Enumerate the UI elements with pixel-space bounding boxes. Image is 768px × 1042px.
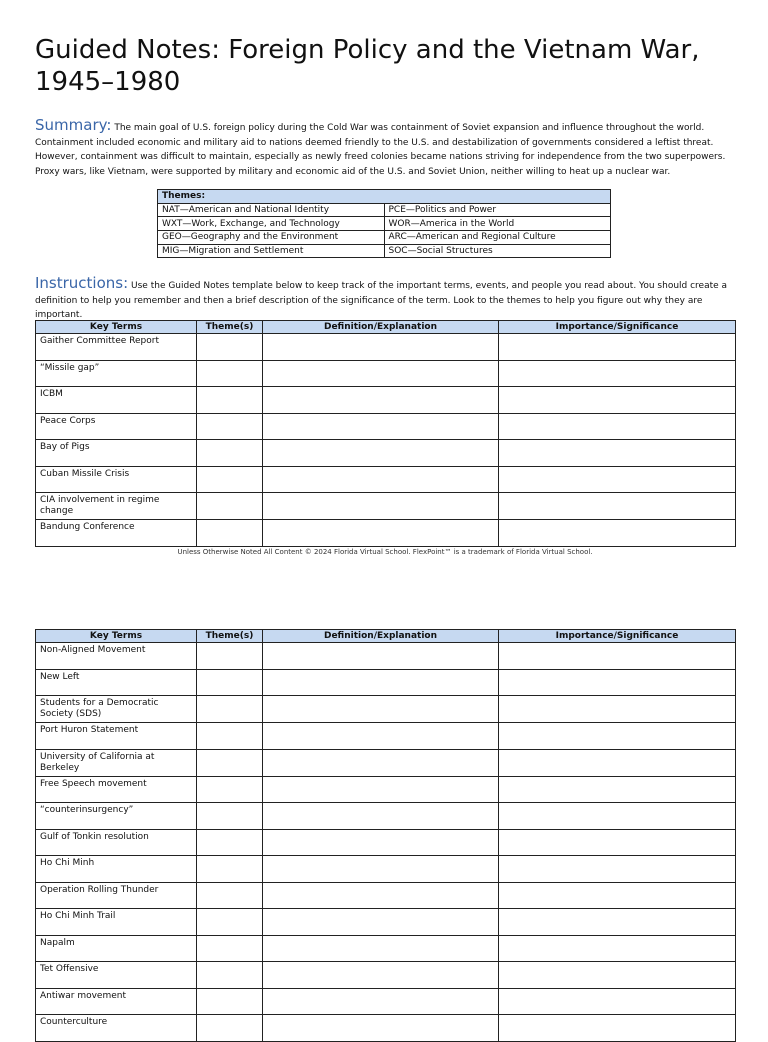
key-term-cell: Napalm [36,935,197,962]
theme-input-cell[interactable] [197,856,263,883]
importance-input-cell[interactable] [499,856,736,883]
importance-input-cell[interactable] [499,466,736,493]
table-row [36,749,736,776]
key-term-cell: Free Speech movement [36,776,197,803]
theme-input-cell[interactable] [197,829,263,856]
theme-cell: MIG—Migration and Settlement [158,244,385,258]
theme-input-cell[interactable] [197,387,263,414]
guided-notes-table-2 [35,629,736,1042]
table-row [36,669,736,696]
key-term-cell: Gulf of Tonkin resolution [36,829,197,856]
key-term-cell: “counterinsurgency” [36,803,197,830]
key-term-cell: Counterculture [36,1015,197,1042]
importance-input-cell[interactable] [499,723,736,750]
importance-input-cell[interactable] [499,520,736,547]
key-term-cell: Students for a Democratic Society (SDS) [36,696,197,723]
key-term-cell: Ho Chi Minh Trail [36,909,197,936]
theme-input-cell[interactable] [197,1015,263,1042]
key-term-cell: ICBM [36,387,197,414]
theme-input-cell[interactable] [197,696,263,723]
theme-input-cell[interactable] [197,669,263,696]
definition-input-cell[interactable] [263,909,499,936]
column-header-definition: Definition/Explanation [263,630,499,643]
definition-input-cell[interactable] [263,749,499,776]
column-header-key-terms: Key Terms [36,630,197,643]
table-row [36,829,736,856]
importance-input-cell[interactable] [499,935,736,962]
column-header-themes: Theme(s) [197,630,263,643]
definition-input-cell[interactable] [263,962,499,989]
summary-text: The main goal of U.S. foreign policy during the Cold War was containment of Soviet expansion and influence throughout the world. Containment included economic and military aid to nations deemed friendly to the U.S. and destabilization of governments considered a leftist threat. However, containment was difficult to maintain, especially as newly freed colonies became nations striving for independence from the two superpowers. Proxy wars, like Vietnam, were supported by military and economic aid of the U.S. and Soviet Union, neither willing to heat up a nuclear war. [35,123,726,177]
theme-input-cell[interactable] [197,520,263,547]
summary-heading: Summary: [35,116,112,134]
key-term-cell: Cuban Missile Crisis [36,466,197,493]
theme-input-cell[interactable] [197,723,263,750]
themes-row [158,217,611,231]
key-term-cell: Bandung Conference [36,520,197,547]
theme-input-cell[interactable] [197,440,263,467]
definition-input-cell[interactable] [263,413,499,440]
importance-input-cell[interactable] [499,909,736,936]
table-row [36,776,736,803]
importance-input-cell[interactable] [499,749,736,776]
key-term-cell: Operation Rolling Thunder [36,882,197,909]
theme-input-cell[interactable] [197,882,263,909]
importance-input-cell[interactable] [499,669,736,696]
themes-row [158,203,611,217]
definition-input-cell[interactable] [263,669,499,696]
key-term-cell: Non-Aligned Movement [36,643,197,670]
table-row [36,643,736,670]
table-row [36,387,736,414]
definition-input-cell[interactable] [263,935,499,962]
theme-input-cell[interactable] [197,962,263,989]
definition-input-cell[interactable] [263,829,499,856]
instructions-section [35,276,735,323]
key-term-cell: New Left [36,669,197,696]
column-header-importance: Importance/Significance [499,321,736,334]
table-row [36,962,736,989]
definition-input-cell[interactable] [263,803,499,830]
importance-input-cell[interactable] [499,803,736,830]
column-header-key-terms: Key Terms [36,321,197,334]
table-row [36,803,736,830]
definition-input-cell[interactable] [263,466,499,493]
instructions-text: Use the Guided Notes template below to keep track of the important terms, events, and people you read about. You should create a definition to help you remember and then a brief description of the significance of the term. Look to the themes to help you figure out why they are important. [35,281,728,320]
table-row [36,466,736,493]
definition-input-cell[interactable] [263,696,499,723]
theme-input-cell[interactable] [197,776,263,803]
key-term-cell: CIA involvement in regime change [36,493,197,520]
key-term-cell: Port Huron Statement [36,723,197,750]
table-row [36,988,736,1015]
key-term-cell: Tet Offensive [36,962,197,989]
instructions-heading: Instructions: [35,274,129,292]
definition-input-cell[interactable] [263,723,499,750]
table-row [36,493,736,520]
table-row [36,909,736,936]
importance-input-cell[interactable] [499,829,736,856]
definition-input-cell[interactable] [263,988,499,1015]
definition-input-cell[interactable] [263,643,499,670]
importance-input-cell[interactable] [499,360,736,387]
key-term-cell: Peace Corps [36,413,197,440]
table-row [36,1015,736,1042]
theme-cell: ARC—American and Regional Culture [384,231,611,245]
importance-input-cell[interactable] [499,440,736,467]
importance-input-cell[interactable] [499,413,736,440]
theme-input-cell[interactable] [197,988,263,1015]
column-header-definition: Definition/Explanation [263,321,499,334]
importance-input-cell[interactable] [499,696,736,723]
summary-section [35,118,735,179]
themes-header: Themes: [158,190,611,204]
importance-input-cell[interactable] [499,776,736,803]
key-term-cell: Gaither Committee Report [36,334,197,361]
definition-input-cell[interactable] [263,360,499,387]
table-row [36,856,736,883]
theme-cell: SOC—Social Structures [384,244,611,258]
table-row [36,334,736,361]
theme-cell: NAT—American and National Identity [158,203,385,217]
importance-input-cell[interactable] [499,962,736,989]
key-term-cell: University of California at Berkeley [36,749,197,776]
theme-cell: GEO—Geography and the Environment [158,231,385,245]
theme-input-cell[interactable] [197,749,263,776]
definition-input-cell[interactable] [263,440,499,467]
table-row [36,723,736,750]
theme-cell: PCE—Politics and Power [384,203,611,217]
table-row [36,520,736,547]
theme-input-cell[interactable] [197,360,263,387]
themes-table [157,189,611,258]
guided-notes-table-1 [35,320,736,547]
definition-input-cell[interactable] [263,387,499,414]
theme-cell: WXT—Work, Exchange, and Technology [158,217,385,231]
table-row [36,360,736,387]
theme-input-cell[interactable] [197,909,263,936]
table-row [36,882,736,909]
theme-cell: WOR—America in the World [384,217,611,231]
key-term-cell: Ho Chi Minh [36,856,197,883]
theme-input-cell[interactable] [197,643,263,670]
definition-input-cell[interactable] [263,520,499,547]
column-header-themes: Theme(s) [197,321,263,334]
definition-input-cell[interactable] [263,493,499,520]
importance-input-cell[interactable] [499,643,736,670]
importance-input-cell[interactable] [499,387,736,414]
definition-input-cell[interactable] [263,856,499,883]
key-term-cell: Antiwar movement [36,988,197,1015]
definition-input-cell[interactable] [263,1015,499,1042]
definition-input-cell[interactable] [263,776,499,803]
key-term-cell: “Missile gap” [36,360,197,387]
column-header-importance: Importance/Significance [499,630,736,643]
importance-input-cell[interactable] [499,988,736,1015]
theme-input-cell[interactable] [197,803,263,830]
themes-row [158,244,611,258]
table-row [36,935,736,962]
definition-input-cell[interactable] [263,334,499,361]
table-row [36,413,736,440]
themes-row [158,231,611,245]
table-row [36,696,736,723]
importance-input-cell[interactable] [499,334,736,361]
importance-input-cell[interactable] [499,882,736,909]
importance-input-cell[interactable] [499,493,736,520]
theme-input-cell[interactable] [197,413,263,440]
importance-input-cell[interactable] [499,1015,736,1042]
theme-input-cell[interactable] [197,334,263,361]
definition-input-cell[interactable] [263,882,499,909]
theme-input-cell[interactable] [197,935,263,962]
copyright-footer: Unless Otherwise Noted All Content © 2024 Florida Virtual School. FlexPoint™ is a trademark of Florida Virtual School. [177,548,593,556]
theme-input-cell[interactable] [197,466,263,493]
table-row [36,440,736,467]
theme-input-cell[interactable] [197,493,263,520]
page-title: Guided Notes: Foreign Policy and the Vietnam War, 1945–1980 [35,35,700,97]
key-term-cell: Bay of Pigs [36,440,197,467]
